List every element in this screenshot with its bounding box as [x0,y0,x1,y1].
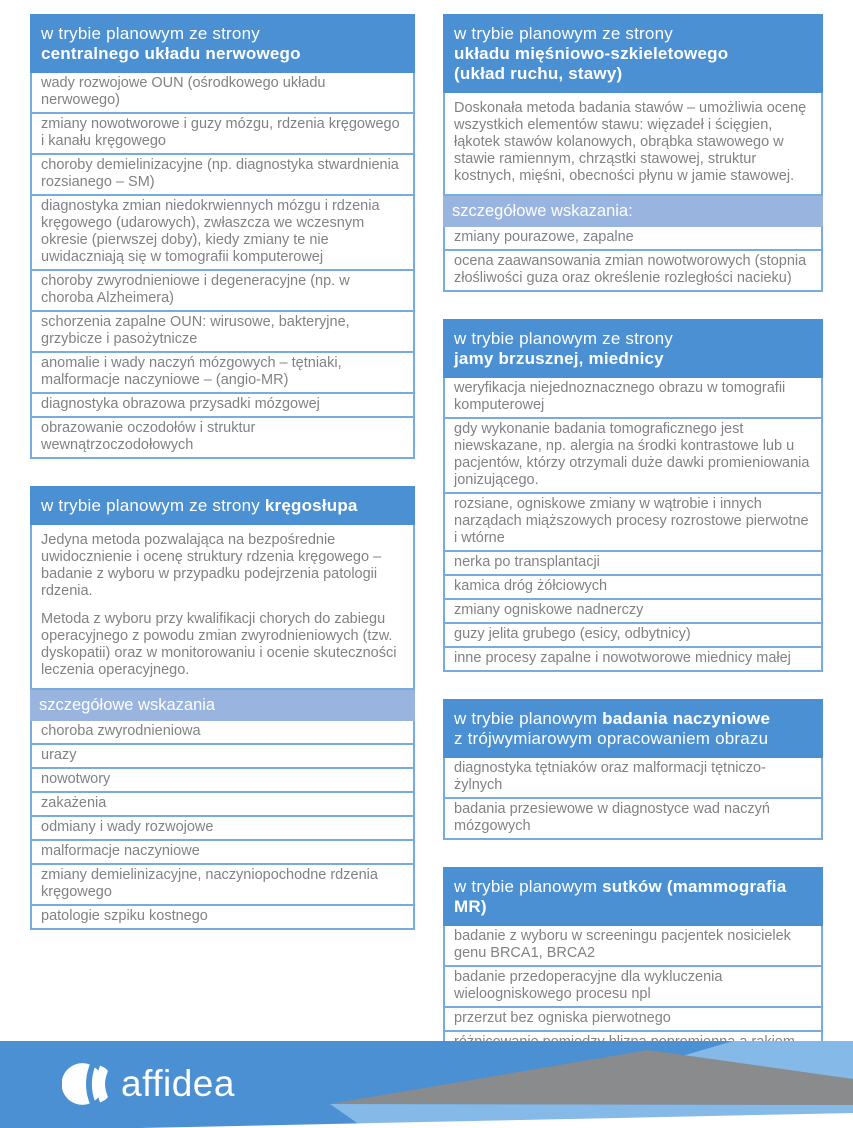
indication-row: zmiany nowotworowe i guzy mózgu, rdzenia kręgowego i kanału kręgowego [32,112,413,153]
section-header [443,867,823,926]
section-body [443,378,823,672]
section-description [32,525,413,688]
indication-row: kamica dróg żółciowych [445,574,821,598]
indication-row: badania przesiewowe w diagnostyce wad naczyń mózgowych [445,797,821,838]
section-header-line [454,64,811,84]
affidea-logo-icon [62,1060,112,1108]
header-text-segment: sutków (mammografia MR) [454,877,787,916]
indication-row: diagnostyka obrazowa przysadki mózgowej [32,392,413,416]
header-text-segment: w trybie planowym ze strony [454,24,673,43]
indication-row: obrazowanie oczodołów i struktur wewnątrzoczodołowych [32,416,413,457]
indication-row: gdy wykonanie badania tomograficznego jest niewskazane, np. alergia na środki kontrastowe lub u pacjentów, którzy otrzymali duże dawki promieniowania jonizującego. [445,417,821,492]
indication-row: guzy jelita grubego (esicy, odbytnicy) [445,622,821,646]
indication-row: wady rozwojowe OUN (ośrodkowego układu nerwowego) [41,75,326,108]
header-text-segment: badania naczyniowe [602,709,771,728]
indication-row: zmiany ogniskowe nadnerczy [445,598,821,622]
indication-row: ocena zaawansowania zmian nowotworowych (stopnia złośliwości guza oraz określenie rozległości nacieku) [445,249,821,290]
header-text-segment: centralnego układu nerwowego [41,44,301,63]
indication-row: urazy [32,743,413,767]
section-header [443,319,823,378]
section-body [30,525,415,930]
header-text-segment: w trybie planowym ze strony [41,496,265,515]
description-paragraph: Doskonała metoda badania stawów – umożliwia ocenę wszystkich elementów stawu: więzadeł i ścięgien, łąkotek stawów kolanowych, obrąbka stawowego w stawie ramiennym, chrząstki stawowej, struktur kostnych, mięśni, obecności płynu w jamie stawowej. [454,100,807,184]
section-header-line [454,729,811,749]
indication-row: nowotwory [32,767,413,791]
section-subheader: szczegółowe wskazania [30,688,415,721]
section-header-line [454,349,811,369]
section [30,486,415,930]
indication-row: patologie szpiku kostnego [32,904,413,928]
indication-row: badanie przedoperacyjne dla wykluczenia wieloogniskowego procesu npl [445,965,821,1006]
section-header-line [41,496,403,516]
indication-row: rozsiane, ogniskowe zmiany w wątrobie i innych narządach miąższowych procesy rozrostowe pierwotne i wtórne [445,492,821,550]
section-header [443,14,823,93]
indication-row: schorzenia zapalne OUN: wirusowe, bakteryjne, grzybicze i pasożytnicze [32,310,413,351]
affidea-logo [62,1059,235,1109]
content-columns [30,14,823,1104]
description-paragraph: Jedyna metoda pozwalająca na bezpośrednie uwidocznienie i ocenę struktury rdzenia kręgowego – badanie z wyboru w przypadku podejrzenia patologii rdzenia. [41,532,382,599]
section-header [30,486,415,525]
section [30,14,415,459]
section-description [445,93,821,194]
section-body [30,73,415,459]
header-text-segment: w trybie planowym ze strony [454,329,673,348]
column-left [30,14,415,1104]
indication-row: badanie z wyboru w screeningu pacjentek nosicielek genu BRCA1, BRCA2 [454,928,791,961]
section-header-line [454,709,811,729]
header-text-segment: z trójwymiarowym opracowaniem obrazu [454,729,769,748]
indication-row: przerzut bez ogniska pierwotnego [445,1006,821,1030]
column-right [443,14,823,1104]
section-header-line [454,877,811,917]
section-header-line [454,329,811,349]
section-header-line [454,24,811,44]
section-header-line [454,44,811,64]
header-text-segment: (układ ruchu, stawy) [454,64,623,83]
indication-row: weryfikacja niejednoznacznego obrazu w tomografii komputerowej [454,380,786,413]
indication-row: nerka po transplantacji [445,550,821,574]
header-text-segment: układu mięśniowo-szkieletowego [454,44,729,63]
section [443,14,823,292]
indication-row: choroba zwyrodnieniowa [41,723,201,739]
section-body [443,758,823,840]
indication-row: anomalie i wady naczyń mózgowych – tętniaki, malformacje naczyniowe – (angio-MR) [32,351,413,392]
indication-row: diagnostyka zmian niedokrwiennych mózgu i rdzenia kręgowego (udarowych), zwłaszcza we wczesnym okresie (pierwszej doby), kiedy zmiany te nie uwidaczniają się w tomografii komputerowej [32,194,413,269]
header-text-segment: kręgosłupa [264,496,358,515]
description-paragraph: Metoda z wyboru przy kwalifikacji chorych do zabiegu operacyjnego z powodu zmian zwyrodnieniowych (tzw. dyskopatii) oraz w monitorowaniu i ocenie skuteczności leczenia operacyjnego. [41,611,397,678]
indication-row: zmiany demielinizacyjne, naczyniopochodne rdzenia kręgowego [32,863,413,904]
indication-row: odmiany i wady rozwojowe [32,815,413,839]
header-text-segment: jamy brzusznej, miednicy [454,349,664,368]
indication-row: choroby zwyrodnieniowe i degeneracyjne (np. w choroba Alzheimera) [32,269,413,310]
section-header [443,699,823,758]
header-text-segment: w trybie planowym ze strony [41,24,260,43]
header-text-segment: w trybie planowym [454,709,603,728]
section-header [30,14,415,73]
section-header-line [41,44,403,64]
section-body [443,93,823,292]
indication-row: zmiany pourazowe, zapalne [454,229,634,245]
indication-row: choroby demielinizacyjne (np. diagnostyka stwardnienia rozsianego – SM) [32,153,413,194]
indication-row: zakażenia [32,791,413,815]
affidea-wordmark: affidea [121,1063,235,1104]
indication-row: inne procesy zapalne i nowotworowe miednicy małej [445,646,821,670]
section-header-line [41,24,403,44]
section-subheader: szczegółowe wskazania: [443,194,823,227]
section [443,699,823,840]
section [443,319,823,672]
indication-row: diagnostyka tętniaków oraz malformacji tętniczo-żylnych [454,760,766,793]
header-text-segment: w trybie planowym [454,877,603,896]
indication-row: malformacje naczyniowe [32,839,413,863]
